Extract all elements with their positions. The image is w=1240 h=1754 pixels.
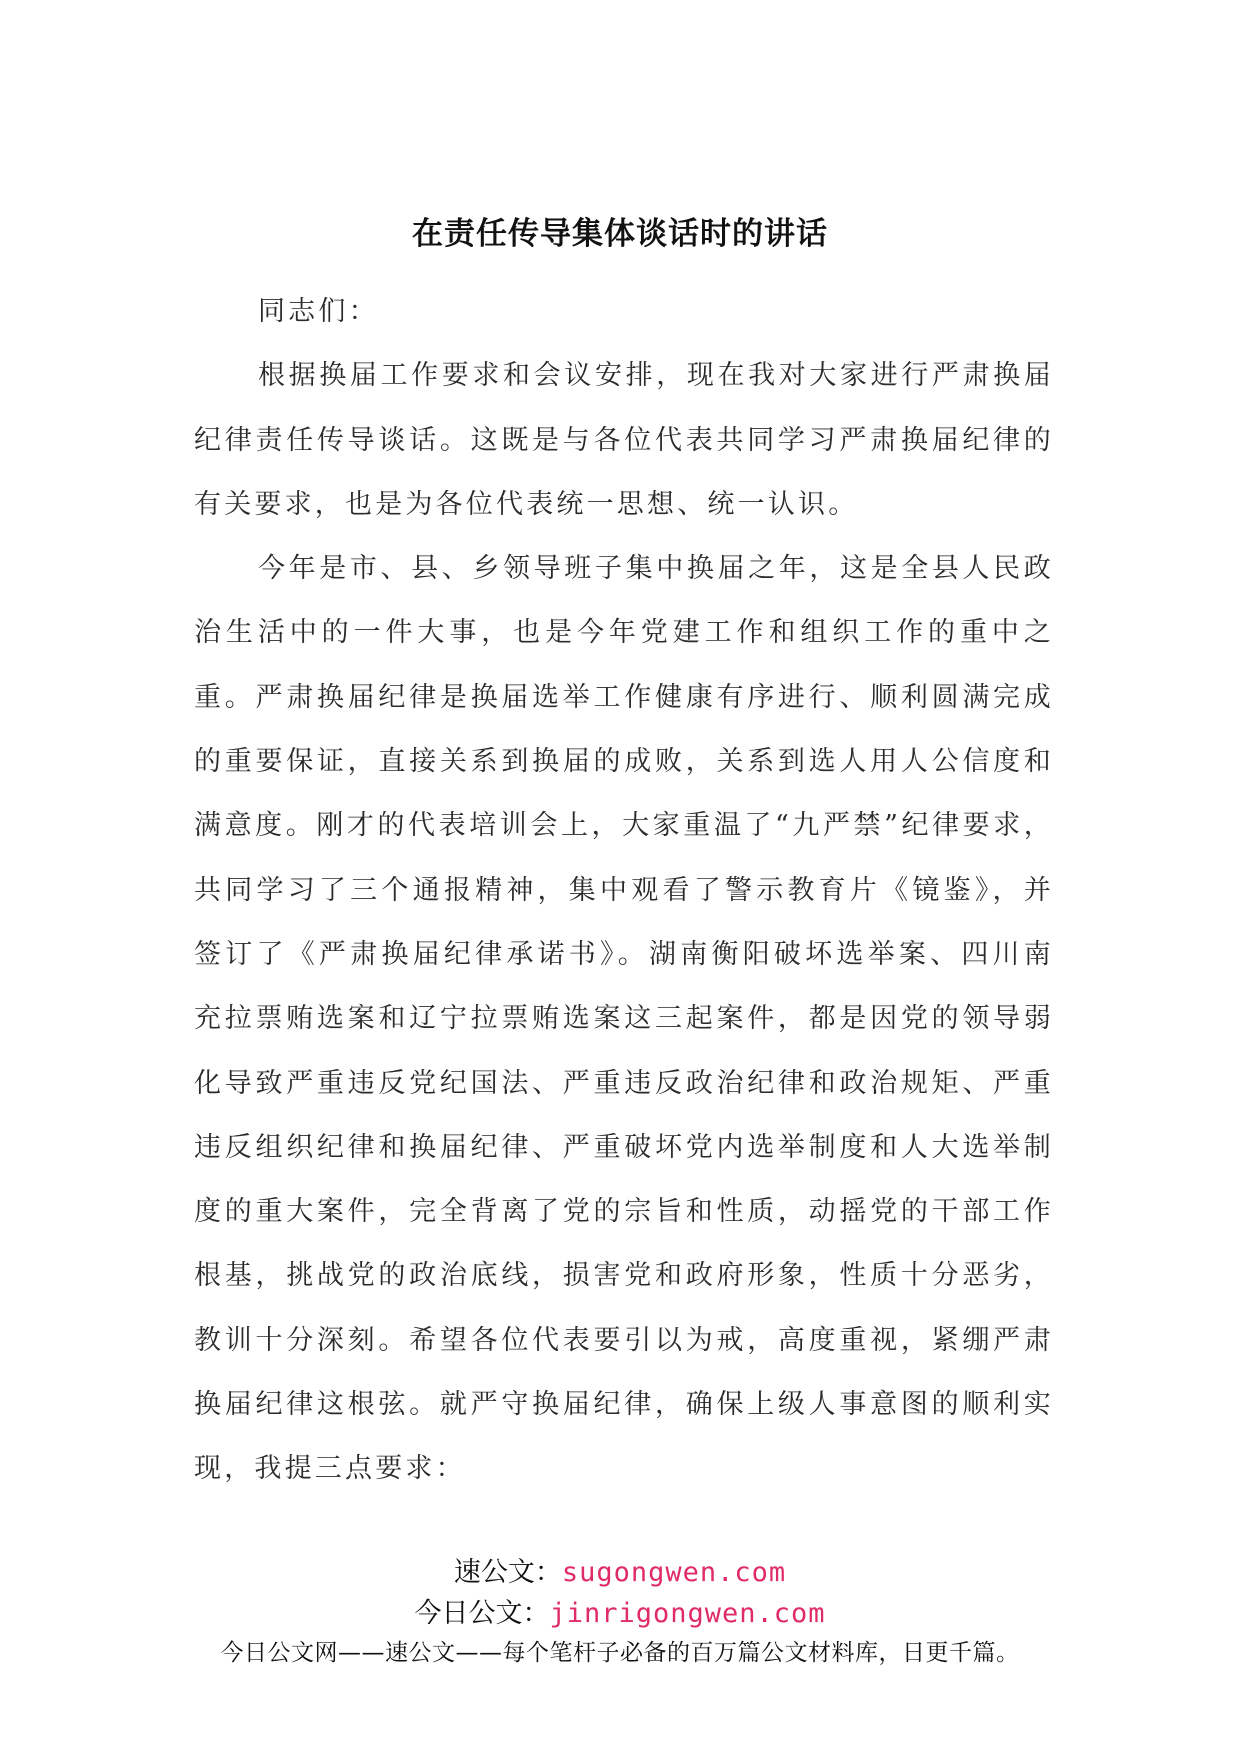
footer-line-jinrigongwen <box>0 1591 1240 1630</box>
document-title: 在责任传导集体谈话时的讲话 <box>412 216 828 252</box>
footer-label: 速公文： <box>453 1557 562 1588</box>
footer-link-jinrigongwen[interactable]: jinrigongwen.com <box>549 1598 826 1629</box>
footer-label: 今日公文： <box>414 1598 550 1629</box>
footer-slogan: 今日公文网——速公文——每个笔杆子必备的百万篇公文材料库，日更千篇。 <box>220 1640 1020 1666</box>
paragraph: 今年是市、县、乡领导班子集中换届之年，这是全县人民政治生活中的一件大事，也是今年党建工作和组织工作的重中之重。严肃换届纪律是换届选举工作健康有序进行、顺利圆满完成的重要保证，直接关系到换届的成败，关系到选人用人公信度和满意度。刚才的代表培训会上，大家重温了“九严禁”纪律要求，共同学习了三个通报精神，集中观看了警示教育片《镜鉴》，并签订了《严肃换届纪律承诺书》。湖南衡阳破坏选举案、四川南充拉票贿选案和辽宁拉票贿选案这三起案件，都是因党的领导弱化导致严重违反党纪国法、严重违反政治纪律和政治规矩、严重违反组织纪律和换届纪律、严重破坏党内选举制度和人大选举制度的重大案件，完全背离了党的宗旨和性质，动摇党的干部工作根基，挑战党的政治底线，损害党和政府形象，性质十分恶劣，教训十分深刻。希望各位代表要引以为戒，高度重视，紧绷严肃换届纪律这根弦。就严守换届纪律，确保上级人事意图的顺利实现，我提三点要求： <box>194 553 1054 1485</box>
footer-line-sugongwen <box>0 1550 1240 1589</box>
salutation: 同志们： <box>257 296 379 327</box>
document-body <box>194 280 1054 1502</box>
footer-link-sugongwen[interactable]: sugongwen.com <box>561 1557 787 1588</box>
paragraph: 根据换届工作要求和会议安排，现在我对大家进行严肃换届纪律责任传导谈话。这既是与各位代表共同学习严肃换届纪律的有关要求，也是为各位代表统一思想、统一认识。 <box>194 360 1054 520</box>
